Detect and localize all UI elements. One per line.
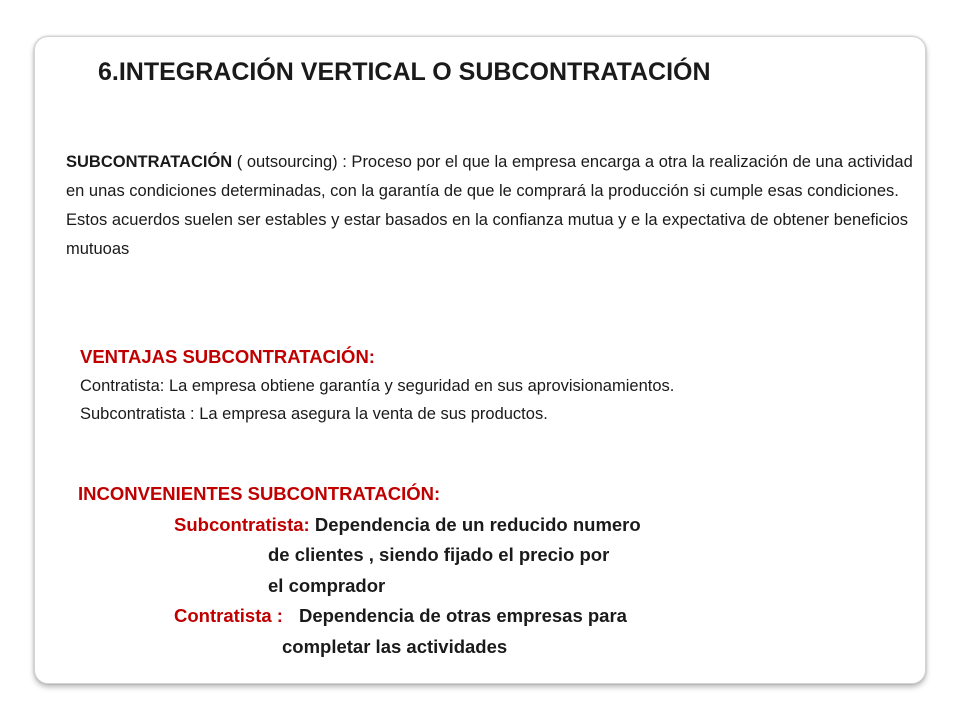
contratista-line-2: completar las actividades <box>282 635 508 657</box>
ventajas-heading: VENTAJAS SUBCONTRATACIÓN: <box>80 346 375 367</box>
subcontratista-line-3: el comprador <box>268 574 386 596</box>
ventajas-section <box>80 343 900 429</box>
subcontratista-role-label: Subcontratista: <box>174 513 310 535</box>
definition-term: SUBCONTRATACIÓN <box>66 153 233 171</box>
inconvenientes-heading: INCONVENIENTES SUBCONTRATACIÓN: <box>78 483 441 504</box>
inconvenientes-contratista-row <box>78 601 918 632</box>
ventajas-line-subcontratista: Subcontratista : La empresa asegura la venta de sus productos. <box>80 405 548 423</box>
definition-text: ( outsourcing) : Proceso por el que la empresa encarga a otra la realización de una actividad en unas condiciones determinadas, con la garantía de que le comprará la producción si cumple esas condiciones. Estos acuerdos suelen ser estables y estar basados en la confianza mutua y e la expectativa de obtener beneficios mutuoas <box>66 153 913 258</box>
inconvenientes-subcontratista-row <box>78 510 918 541</box>
definition-paragraph <box>66 148 916 264</box>
slide-title: 6.INTEGRACIÓN VERTICAL O SUBCONTRATACIÓN <box>98 58 711 86</box>
subcontratista-line-2: de clientes , siendo fijado el precio por <box>268 544 610 565</box>
subcontratista-line-1: Dependencia de un reducido numero <box>309 513 641 535</box>
ventajas-line-contratista: Contratista: La empresa obtiene garantía y seguridad en sus aprovisionamientos. <box>80 376 675 395</box>
contratista-role-label: Contratista : <box>174 605 283 626</box>
contratista-line-1: Dependencia de otras empresas para <box>298 605 627 626</box>
inconvenientes-section <box>78 479 918 662</box>
